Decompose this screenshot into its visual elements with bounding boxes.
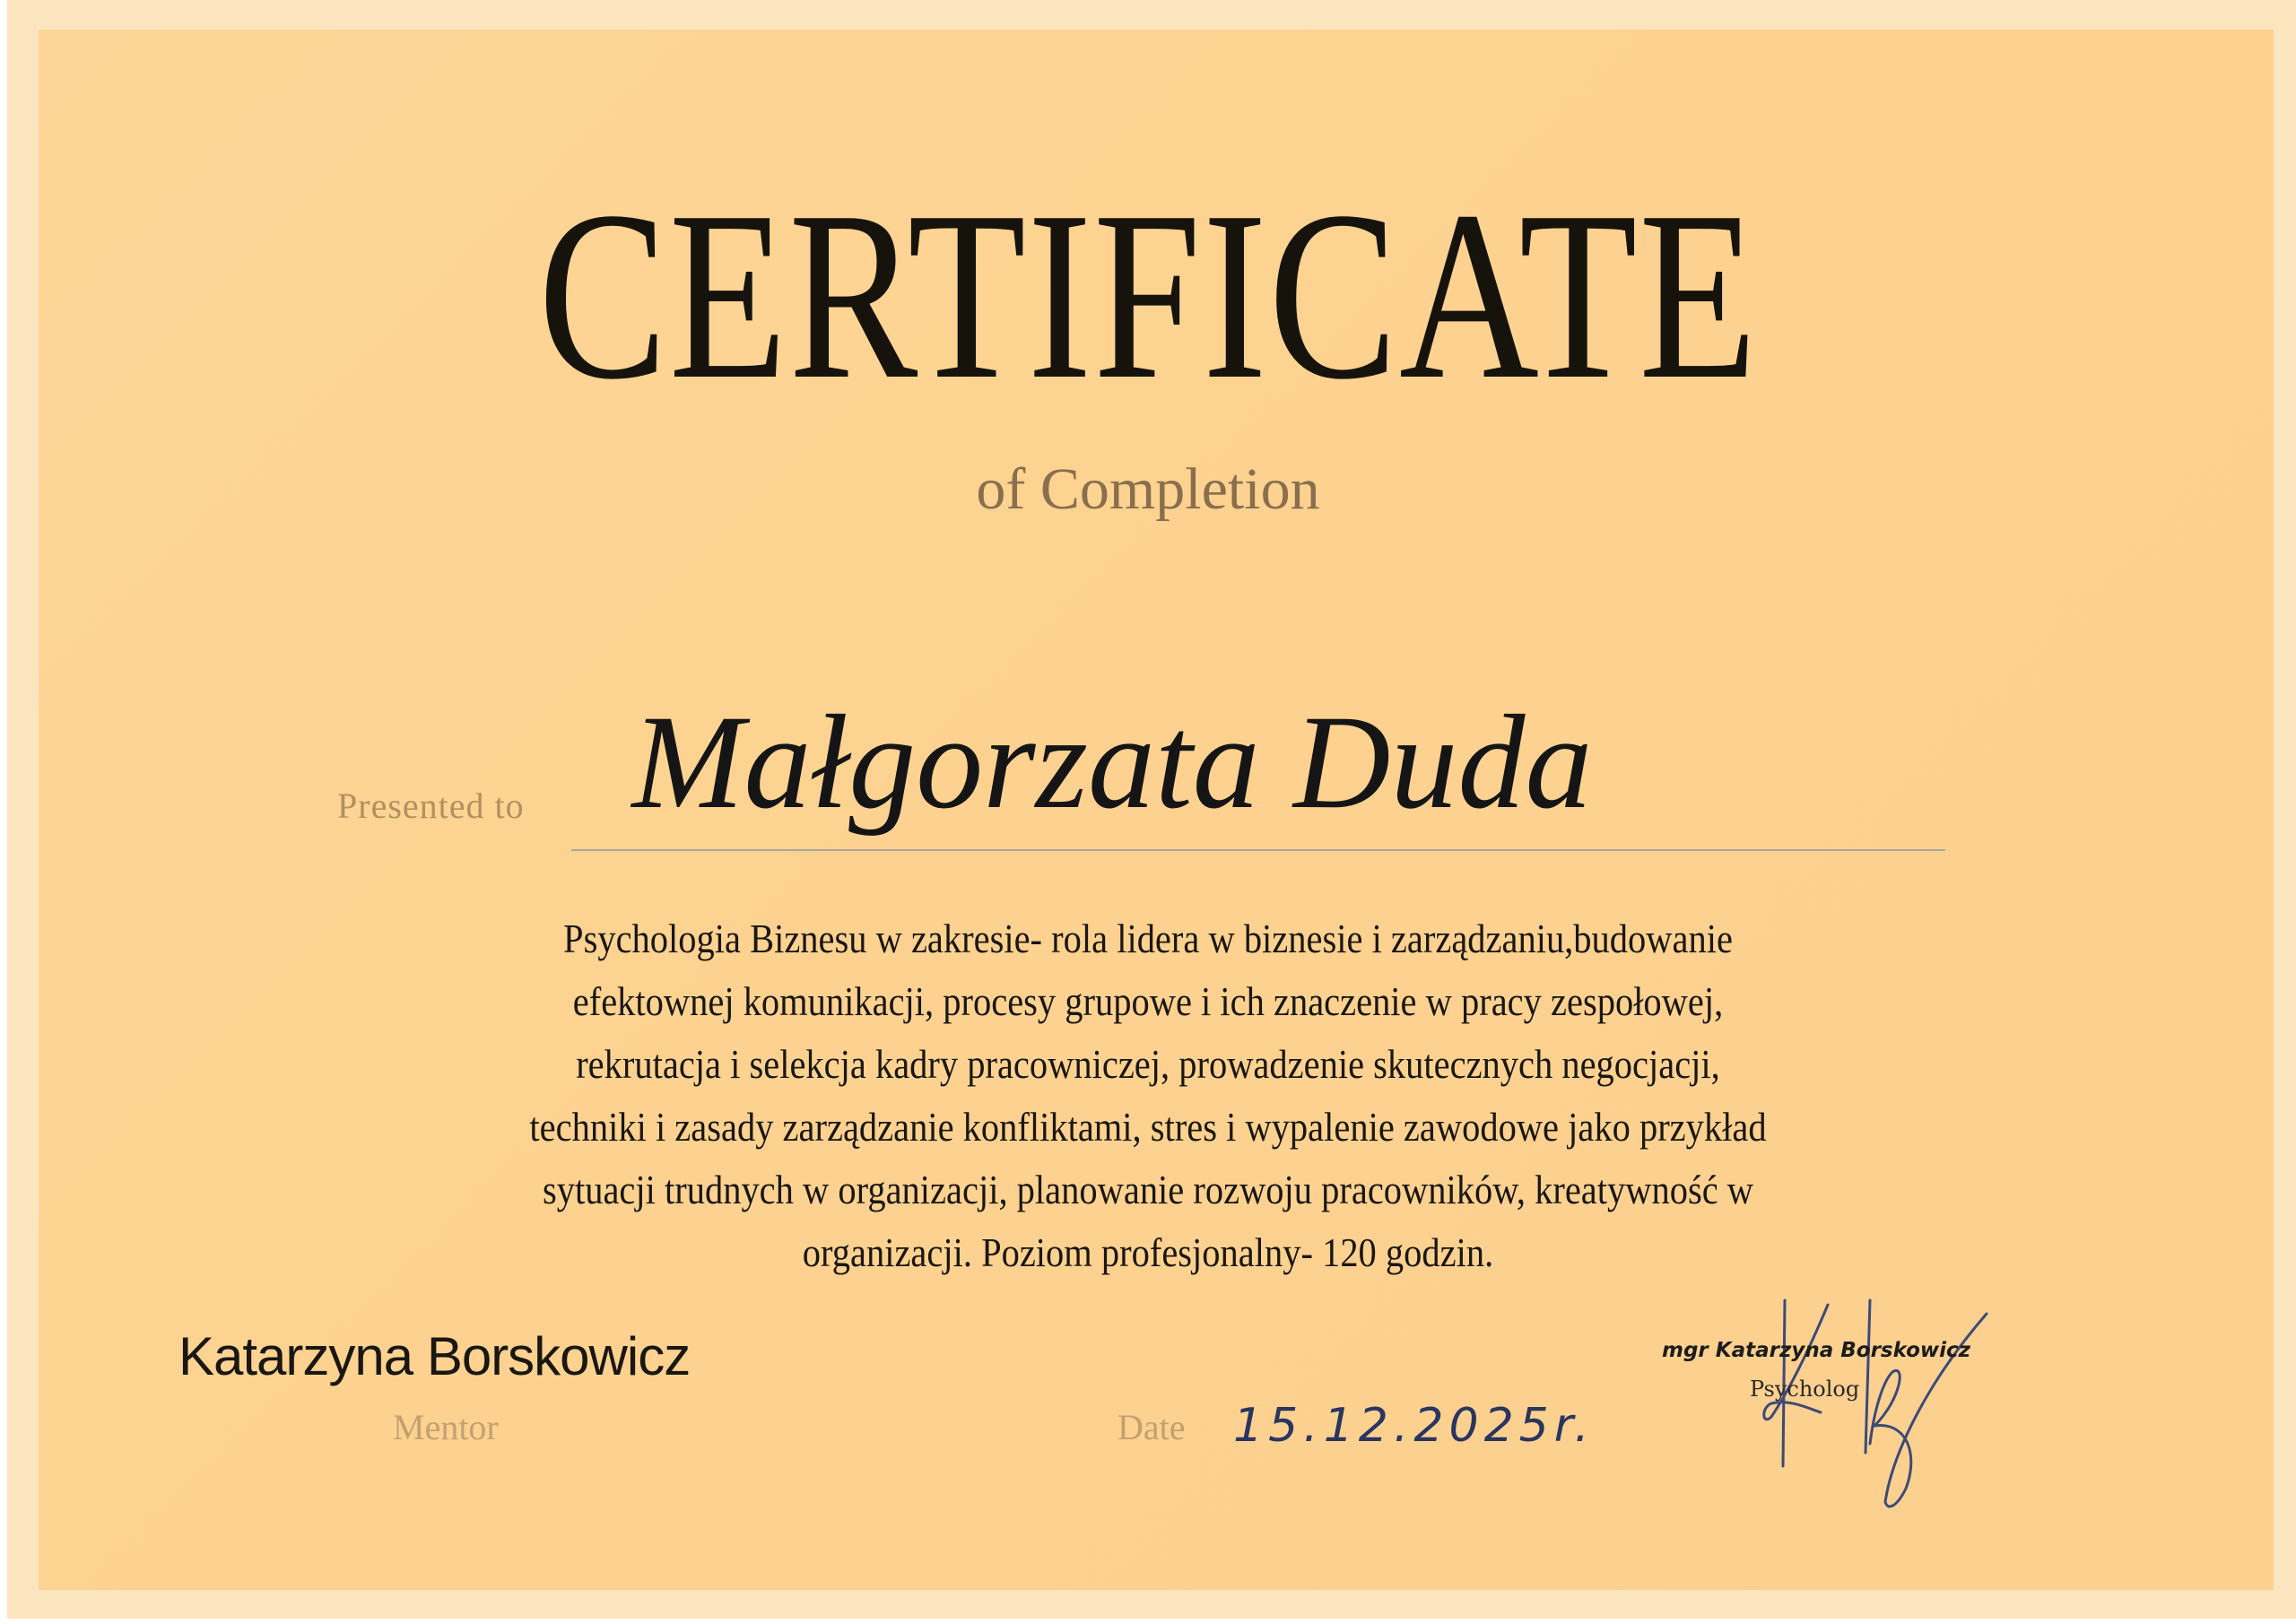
- description-line: sytuacji trudnych w organizacji, planowanie rozwoju pracowników, kreatywność w: [542, 1167, 1754, 1212]
- description-line: efektownej komunikacji, procesy grupowe i ich znaczenie w pracy zespołowej,: [572, 978, 1724, 1024]
- description-line: rekrutacja i selekcja kadry pracowniczej, prowadzenie skutecznych negocjacji,: [576, 1041, 1720, 1087]
- stamp-role: Psycholog: [1750, 1376, 1860, 1402]
- presented-to-label: Presented to: [337, 786, 525, 826]
- mentor-label: Mentor: [393, 1407, 499, 1447]
- name-underline: [571, 849, 1945, 851]
- certificate-title: CERTIFICATE: [537, 161, 1759, 430]
- certificate-subtitle: of Completion: [976, 456, 1320, 522]
- stamp-name: mgr Katarzyna Borskowicz: [1662, 1339, 1971, 1362]
- description-line: organizacji. Poziom profesjonalny- 120 godzin.: [802, 1229, 1494, 1275]
- description-line: techniki i zasady zarządzanie konfliktami, stres i wypalenie zawodowe jako przykład: [529, 1104, 1767, 1150]
- description-line: Psychologia Biznesu w zakresie- rola lidera w biznesie i zarządzaniu,budowanie: [563, 916, 1733, 961]
- course-description: [0, 908, 2296, 1284]
- date-label: Date: [1118, 1407, 1186, 1447]
- mentor-name: Katarzyna Borskowicz: [178, 1326, 691, 1386]
- handwritten-date: 15.12.2025r.: [1233, 1399, 1595, 1453]
- recipient-name: Małgorzata Duda: [631, 688, 1593, 837]
